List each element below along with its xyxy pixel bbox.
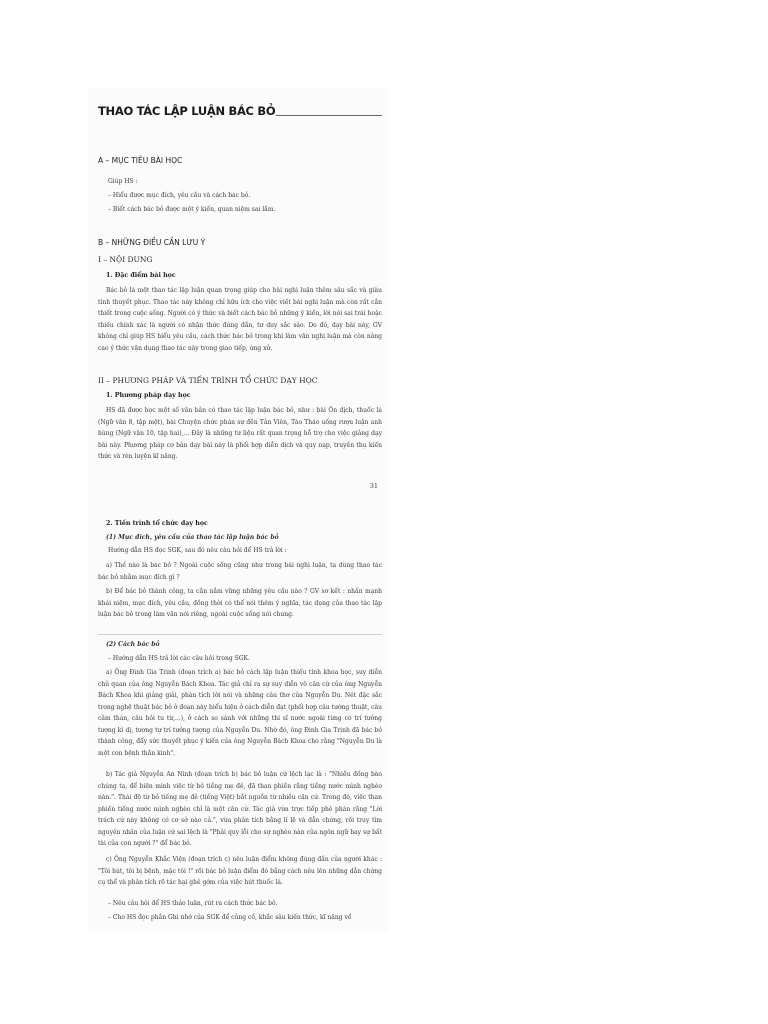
process-heading: 2. Tiến trình tổ chức dạy học <box>106 520 208 527</box>
section-a-line-3: – Biết cách bác bỏ được một ý kiến, quan niệm sai lầm. <box>108 206 276 213</box>
part-2-heading: II – PHƯƠNG PHÁP VÀ TIẾN TRÌNH TỔ CHỨC DẠY HỌC <box>98 376 318 385</box>
answer-a: a) Ông Đinh Gia Trinh (đoạn trích a) bác bỏ cách lập luận thiếu tính khoa học, suy diễn chủ quan của ông Nguyễn Bách Khoa. Tác giả chỉ ra sự suy diễn vô căn cứ của ông Nguyễn Bách Khoa khi giảng giải, phân tích lời nói và những câu thơ của Nguyễn Du. Nét đặc sắc trong nghệ thuật bác bỏ ở đoạn này biểu hiện ở cách diễn đạt (phối hợp câu tường thuật, câu cảm thán, câu hỏi tu từ,...), ở cách so sánh với những thi sĩ nước ngoài từng có trí tưởng tượng kì dị, tương tự trí tưởng tượng của Nguyễn Du. Nhờ đó, ông Đinh Gia Trinh đã bác bỏ thành công, đẩy sức thuyết phục ý kiến của ông Nguyễn Bách Khoa cho rằng "Nguyễn Du là một con bệnh thần kinh". <box>98 669 382 757</box>
sub-2-heading: (2) Cách bác bỏ <box>106 641 160 648</box>
section-a-line-1: Giúp HS : <box>108 178 138 185</box>
answer-c: c) Ông Nguyễn Khắc Viện (đoạn trích c) nêu luận điểm không đúng đắn của người khác : "Tôi hút, tôi bị bệnh, mặc tôi !" rồi bác bỏ luận điểm đó bằng cách nêu lên những dẫn chứng cụ thể và phân tích rõ tác hại ghê gớm của việc hút thuốc lá. <box>98 856 382 886</box>
section-a-heading: A – MỤC TIÊU BÀI HỌC <box>98 156 183 165</box>
method-heading: 1. Phương pháp dạy học <box>106 392 191 399</box>
method-paragraph: HS đã được học một số văn bản có thao tác lập luận bác bỏ, như : bài Ôn dịch, thuốc lá (Ngữ văn 8, tập một), bài Chuyện chức phán sự đền Tản Viên, Tào Tháo uống rượu luận anh hùng (Ngữ văn 10, tập hai),... Đây là những tư liệu rất quan trọng hỗ trợ cho việc giảng dạy bài này. Phương pháp cơ bản dạy bài này là phối hợp diễn dịch và quy nạp, truyền thụ kiến thức và rèn luyện kĩ năng. <box>98 407 382 460</box>
answer-b: b) Tác giả Nguyễn An Ninh (đoạn trích b) bác bỏ luận cứ lệch lạc là : "Nhiều đồng bào chúng ta, để biện minh việc từ bỏ tiếng mẹ đẻ, đã than phiền rằng tiếng nước mình nghèo nàn.". Thái độ từ bỏ tiếng mẹ đẻ (tiếng Việt) bắt nguồn từ nhiều căn cứ. Trong đó, việc than phiền tiếng nước mình nghèo chỉ là một căn cứ. Tác giả vừa trực tiếp phê phán rằng "Lời trách cứ này không có cơ sở nào cả.", vừa phân tích bằng lí lẽ và dẫn chứng, rồi truy tìm nguyên nhân của luận cứ sai lệch là "Phải quy lỗi cho sự nghèo nàn của ngôn ngữ hay sự bất tài của con người ?" để bác bỏ. <box>98 771 382 847</box>
page-31 <box>88 88 388 500</box>
lesson-title-row <box>98 104 382 120</box>
closing-line-1: – Nêu câu hỏi để HS thảo luận, rút ra cách thức bác bỏ. <box>108 900 278 907</box>
item-1-paragraph: Bác bỏ là một thao tác lập luận quan trọng giúp cho bài nghị luận thêm sâu sắc và giàu tính thuyết phục. Thao tác này không chỉ hữu ích cho việc viết bài nghị luận mà còn rất cần thiết trong cuộc sống. Người có ý thức và biết cách bác bỏ những ý kiến, lời nói sai trái hoặc thiếu chính xác là người có nhận thức đúng đắn, tư duy sắc sảo. Do đó, dạy bài này, GV không chỉ giúp HS hiểu yêu cầu, cách thức bác bỏ trong khi làm văn nghị luận mà còn nâng cao ý thức vận dụng thao tác này trong giao tiếp, ứng xử. <box>98 287 382 352</box>
question-a: a) Thế nào là bác bỏ ? Ngoài cuộc sống cũng như trong bài nghị luận, ta dùng thao tác bác bỏ nhằm mục đích gì ? <box>98 562 382 581</box>
divider <box>98 634 382 635</box>
sub-1-intro: Hướng dẫn HS đọc SGK, sau đó nêu câu hỏi để HS trả lời : <box>108 547 287 554</box>
section-b-heading: B – NHỮNG ĐIỀU CẦN LƯU Ý <box>98 238 206 247</box>
title-rule <box>276 115 382 116</box>
closing-line-2: – Cho HS đọc phần Ghi nhớ của SGK để củng cố, khắc sâu kiến thức, kĩ năng về <box>108 914 352 921</box>
lesson-title: THAO TÁC LẬP LUẬN BÁC BỎ <box>98 104 276 118</box>
page-32 <box>88 500 388 932</box>
sub-2-intro: – Hướng dẫn HS trả lời các câu hỏi trong SGK. <box>108 655 250 662</box>
section-a-line-2: – Hiểu được mục đích, yêu cầu và cách bác bỏ. <box>108 192 251 199</box>
part-1-heading: I – NỘI DUNG <box>98 255 153 264</box>
item-1-heading: 1. Đặc điểm bài học <box>106 272 176 279</box>
question-b: b) Để bác bỏ thành công, ta cần nắm vững những yêu cầu nào ? GV sơ kết : nhấn mạnh khái niệm, mục đích, yêu cầu, đồng thời có thể nói thêm ý nghĩa, tác dụng của thao tác lập luận bác bỏ trong làm văn nói riêng, ngoài cuộc sống nói chung. <box>98 588 382 618</box>
sub-1-heading: (1) Mục đích, yêu cầu của thao tác lập luận bác bỏ <box>106 534 279 541</box>
page-number: 31 <box>369 482 378 490</box>
